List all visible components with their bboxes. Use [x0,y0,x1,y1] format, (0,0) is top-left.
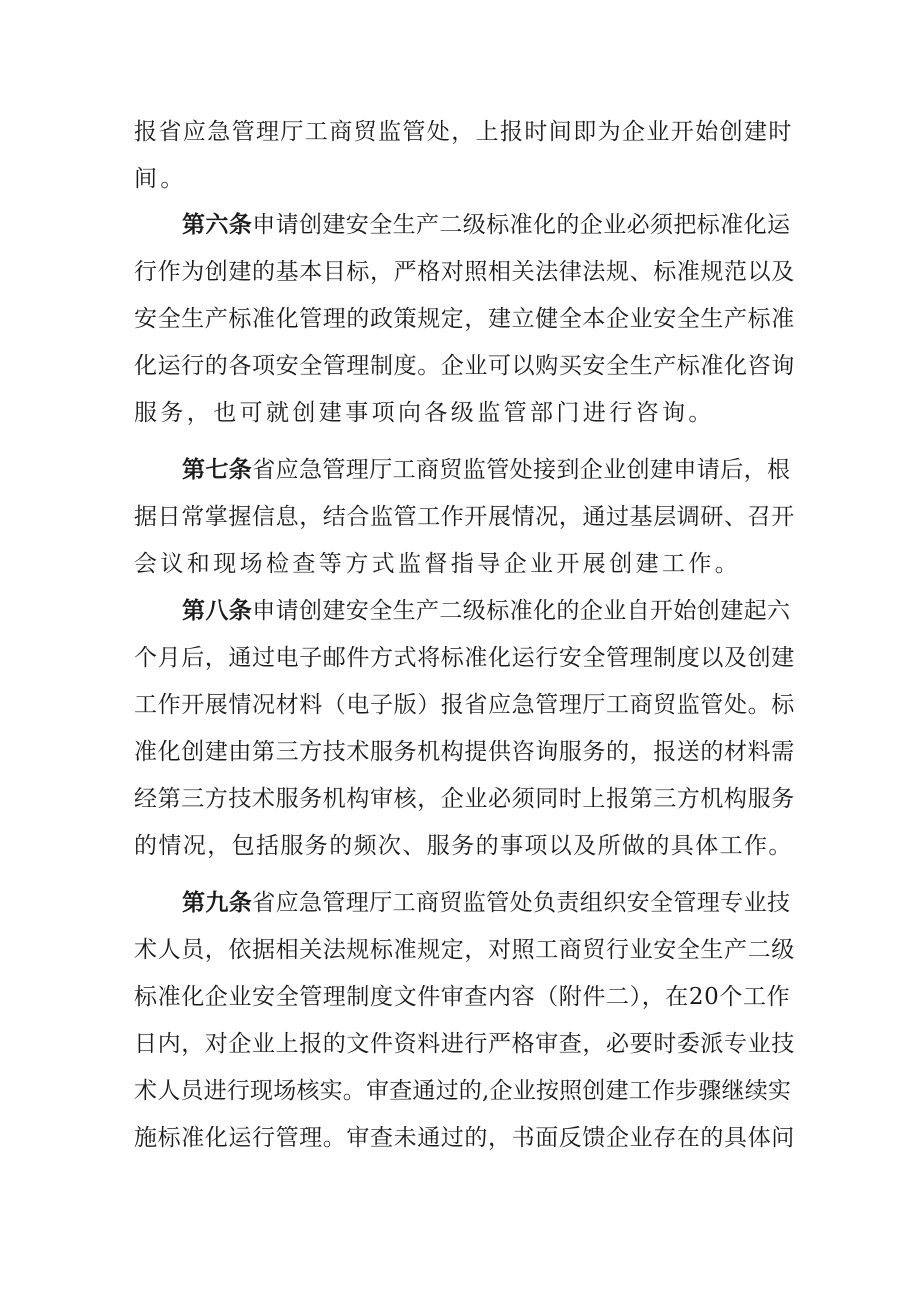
article-9-line-2: 术人员，依据相关法规标准规定，对照工商贸行业安全生产二级 [134,937,795,963]
article-9-line-4: 日内，对企业上报的文件资料进行严格审查，必要时委派专业技 [134,1031,795,1057]
intro-line-1: 报省应急管理厅工商贸监管处，上报时间即为企业开始创建时 [134,119,793,145]
article-8-first-line [182,596,794,626]
article-6-line-3: 安全生产标准化管理的政策规定，建立健全本企业安全生产标准 [134,306,795,332]
article-6-line-5: 服务，也可就创建事项向各级监管部门进行咨询。 [134,400,715,426]
article-8-line-6: 的情况，包括服务的频次、服务的事项以及所做的具体工作。 [134,833,793,859]
article-8-line-5: 经第三方技术服务机构审核，企业必须同时上报第三方机构服务 [134,786,795,812]
article-6-first-line [182,210,794,240]
article-6-line-1: 申请创建安全生产二级标准化的企业必须把标准化运 [252,212,791,238]
article-7-heading: 第七条 [182,457,253,483]
article-9-line-3: 标准化企业安全管理制度文件审查内容（附件二），在20个工作 [134,984,791,1010]
article-8-line-3: 工作开展情况材料（电子版）报省应急管理厅工商贸监管处。标 [134,692,795,718]
article-9-line-5: 术人员进行现场核实。审查通过的,企业按照创建工作步骤继续实 [134,1078,792,1104]
article-8-line-1: 申请创建安全生产二级标准化的企业自开始创建起六 [252,598,791,624]
article-7-line-2: 据日常掌握信息，结合监管工作开展情况，通过基层调研、召开 [134,504,795,530]
article-9-first-line [182,888,794,918]
article-6-heading: 第六条 [182,212,253,238]
article-9-heading: 第九条 [182,890,253,916]
article-7-line-1: 省应急管理厅工商贸监管处接到企业创建申请后，根 [252,457,791,483]
article-9-line-1: 省应急管理厅工商贸监管处负责组织安全管理专业技 [252,890,791,916]
article-9-line-6: 施标准化运行管理。审查未通过的，书面反馈企业存在的具体问 [134,1125,795,1151]
intro-line-2: 间。 [134,166,187,192]
article-6-line-4: 化运行的各项安全管理制度。企业可以购买安全生产标准化咨询 [134,353,795,379]
article-8-heading: 第八条 [182,598,253,624]
article-6-line-2: 行作为创建的基本目标，严格对照相关法律法规、标准规范以及 [134,259,795,285]
article-8-line-2: 个月后，通过电子邮件方式将标准化运行安全管理制度以及创建 [134,645,795,671]
article-8-line-4: 准化创建由第三方技术服务机构提供咨询服务的，报送的材料需 [134,739,795,765]
article-7-line-3: 会议和现场检查等方式监督指导企业开展创建工作。 [134,551,742,577]
article-7-first-line [182,455,794,485]
